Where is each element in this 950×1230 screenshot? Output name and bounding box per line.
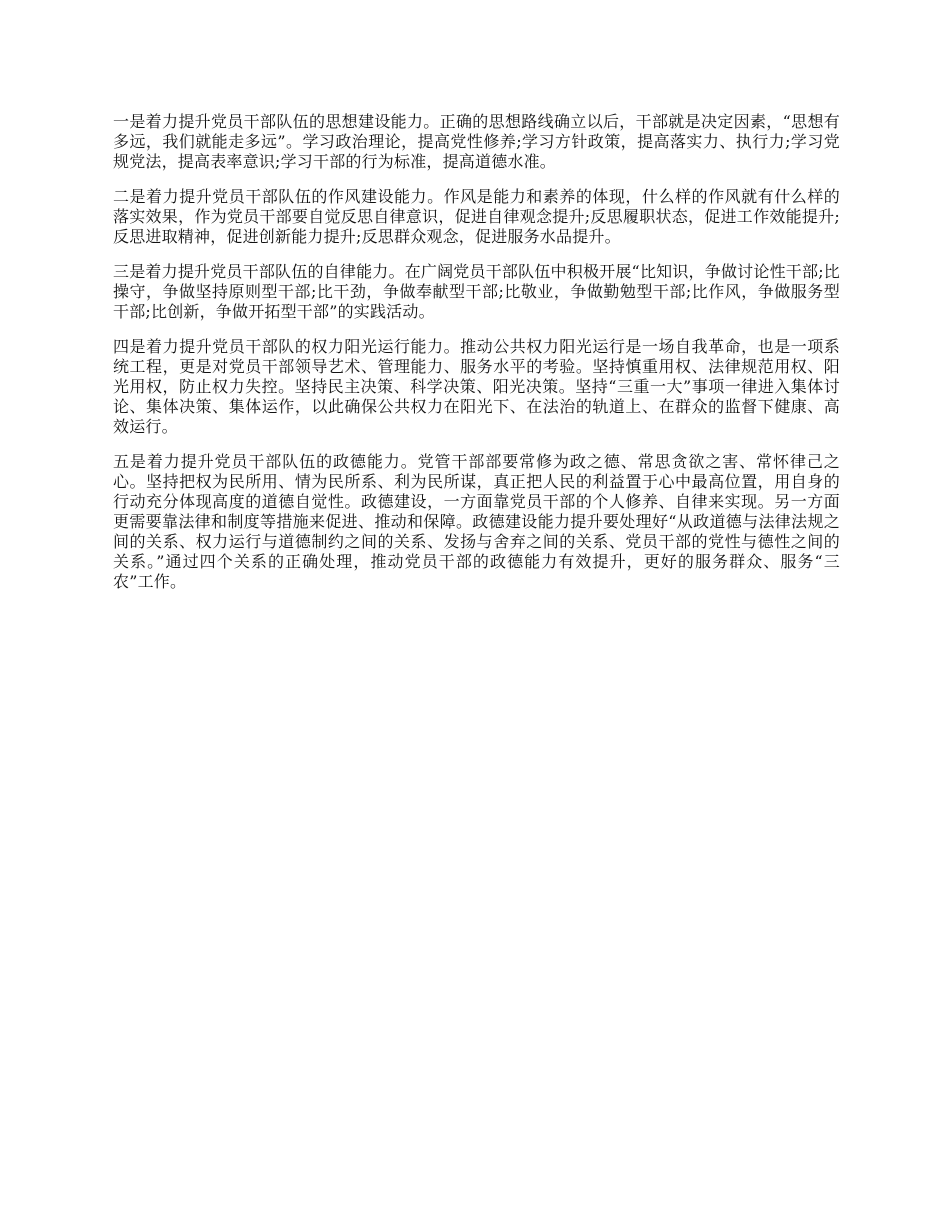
paragraph-political-ethics: 五是着力提升党员干部队伍的政德能力。党管干部部要常修为政之德、常思贪欲之害、常怀律己之心。坚持把权为民所用、情为民所系、利为民所谋，真正把人民的利益置于心中最高位置，用自身的行动充分体现高度的道德自觉性。政德建设，一方面靠党员干部的个人修养、自律来实现。另一方面更需要靠法律和制度等措施来促进、推动和保障。政德建设能力提升要处理好“从政道德与法律法规之间的关系、权力运行与道德制约之间的关系、发扬与舍弃之间的关系、党员干部的党性与德性之间的关系。”通过四个关系的正确处理，推动党员干部的政德能力有效提升，更好的服务群众、服务“三农”工作。 xyxy=(113,452,840,591)
paragraph-power-transparency: 四是着力提升党员干部队的权力阳光运行能力。推动公共权力阳光运行是一场自我革命，也是一项系统工程，更是对党员干部领导艺术、管理能力、服务水平的考验。坚持慎重用权、法律规范用权、阳光用权，防止权力失控。坚持民主决策、科学决策、阳光决策。坚持“三重一大”事项一律进入集体讨论、集体决策、集体运作，以此确保公共权力在阳光下、在法治的轨道上、在群众的监督下健康、高效运行。 xyxy=(113,337,840,436)
paragraph-self-discipline: 三是着力提升党员干部队伍的自律能力。在广阔党员干部队伍中积极开展“比知识，争做讨论性干部;比操守，争做坚持原则型干部;比干劲，争做奉献型干部;比敬业，争做勤勉型干部;比作风，争做服务型干部;比创新，争做开拓型干部”的实践活动。 xyxy=(113,262,840,321)
paragraph-work-style: 二是着力提升党员干部队伍的作风建设能力。作风是能力和素养的体现，什么样的作风就有什么样的落实效果，作为党员干部要自觉反思自律意识，促进自律观念提升;反思履职状态，促进工作效能提升;反思进取精神，促进创新能力提升;反思群众观念，促进服务水品提升。 xyxy=(113,187,840,246)
document-page xyxy=(113,112,840,607)
paragraph-thought-building: 一是着力提升党员干部队伍的思想建设能力。正确的思想路线确立以后，干部就是决定因素，“思想有多远，我们就能走多远”。学习政治理论，提高党性修养;学习方针政策，提高落实力、执行力;学习党规党法，提高表率意识;学习干部的行为标准，提高道德水准。 xyxy=(113,112,840,171)
